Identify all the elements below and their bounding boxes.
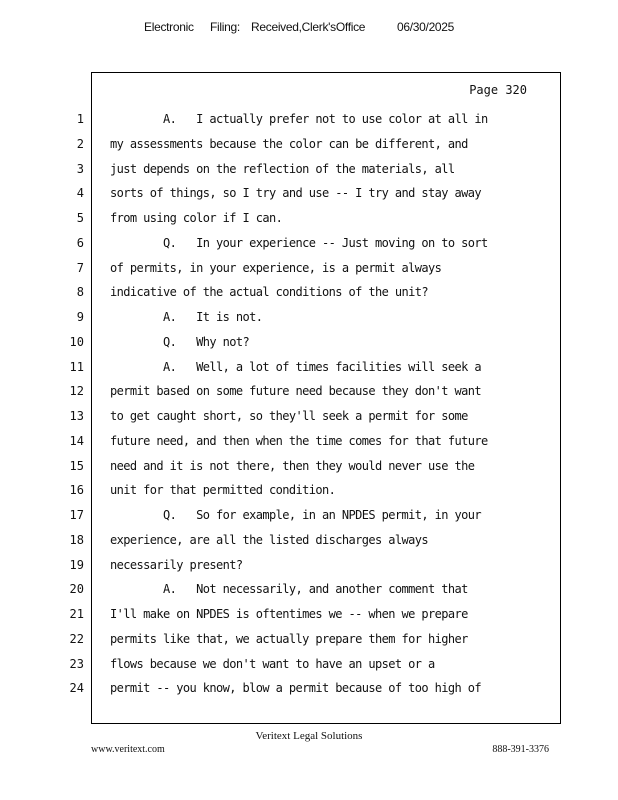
line-text: indicative of the actual conditions of the unit? <box>110 285 428 300</box>
line-number: 18 <box>69 532 84 547</box>
header-filing: Filing: <box>210 20 240 34</box>
line-number: 16 <box>69 483 84 498</box>
line-number: 11 <box>69 359 84 374</box>
line-text: permits like that, we actually prepare them for higher <box>110 631 468 646</box>
header-electronic: Electronic <box>144 20 194 34</box>
header-received: Received,Clerk'sOffice <box>251 20 366 34</box>
line-text: I'll make on NPDES is oftentimes we -- when we prepare <box>110 607 468 621</box>
line-text: A. I actually prefer not to use color at all in <box>110 112 488 126</box>
filing-header <box>0 20 618 38</box>
footer-company: Veritext Legal Solutions <box>255 730 363 742</box>
line-text: A. It is not. <box>110 310 263 324</box>
page-number: Page 320 <box>469 83 527 97</box>
line-number: 20 <box>69 582 84 597</box>
line-text: necessarily present? <box>110 557 243 572</box>
line-text: unit for that permitted condition. <box>110 483 336 498</box>
line-text: to get caught short, so they'll seek a permit for some <box>110 409 468 423</box>
line-number: 17 <box>69 508 84 522</box>
line-number: 22 <box>69 631 84 646</box>
line-number: 10 <box>69 334 84 349</box>
line-number: 7 <box>76 260 84 275</box>
line-number: 12 <box>69 384 84 399</box>
line-text: A. Well, a lot of times facilities will seek a <box>110 359 481 374</box>
header-date: 06/30/2025 <box>397 20 455 34</box>
line-number: 9 <box>76 310 84 324</box>
line-text: Q. Why not? <box>110 334 250 349</box>
line-text: Q. So for example, in an NPDES permit, in your <box>110 508 481 522</box>
line-number: 21 <box>69 607 84 621</box>
line-number: 13 <box>69 409 84 423</box>
line-text: future need, and then when the time comes for that future <box>110 433 488 448</box>
line-number: 2 <box>76 136 84 151</box>
line-text: my assessments because the color can be different, and <box>110 136 468 151</box>
line-number: 24 <box>69 681 84 696</box>
footer-website: www.veritext.com <box>91 744 165 755</box>
line-number: 5 <box>76 211 84 225</box>
line-number: 4 <box>76 186 84 201</box>
line-number: 6 <box>76 235 84 250</box>
line-number: 15 <box>69 458 84 473</box>
line-number: 8 <box>76 285 84 300</box>
line-text: permit -- you know, blow a permit because of too high of <box>110 681 481 696</box>
line-number: 1 <box>76 112 84 126</box>
line-text: A. Not necessarily, and another comment that <box>110 582 468 597</box>
line-text: sorts of things, so I try and use -- I try and stay away <box>110 186 481 201</box>
footer-phone: 888-391-3376 <box>492 744 549 755</box>
line-text: of permits, in your experience, is a permit always <box>110 260 442 275</box>
line-text: need and it is not there, then they would never use the <box>110 458 475 473</box>
line-text: just depends on the reflection of the materials, all <box>110 161 455 176</box>
line-text: flows because we don't want to have an upset or a <box>110 656 435 671</box>
line-text: experience, are all the listed discharges always <box>110 532 428 547</box>
line-text: from using color if I can. <box>110 211 283 225</box>
line-number: 14 <box>69 433 84 448</box>
line-number: 23 <box>69 656 84 671</box>
line-number: 3 <box>76 161 84 176</box>
line-number: 19 <box>69 557 84 572</box>
line-text: permit based on some future need because they don't want <box>110 384 481 399</box>
line-text: Q. In your experience -- Just moving on to sort <box>110 235 488 250</box>
